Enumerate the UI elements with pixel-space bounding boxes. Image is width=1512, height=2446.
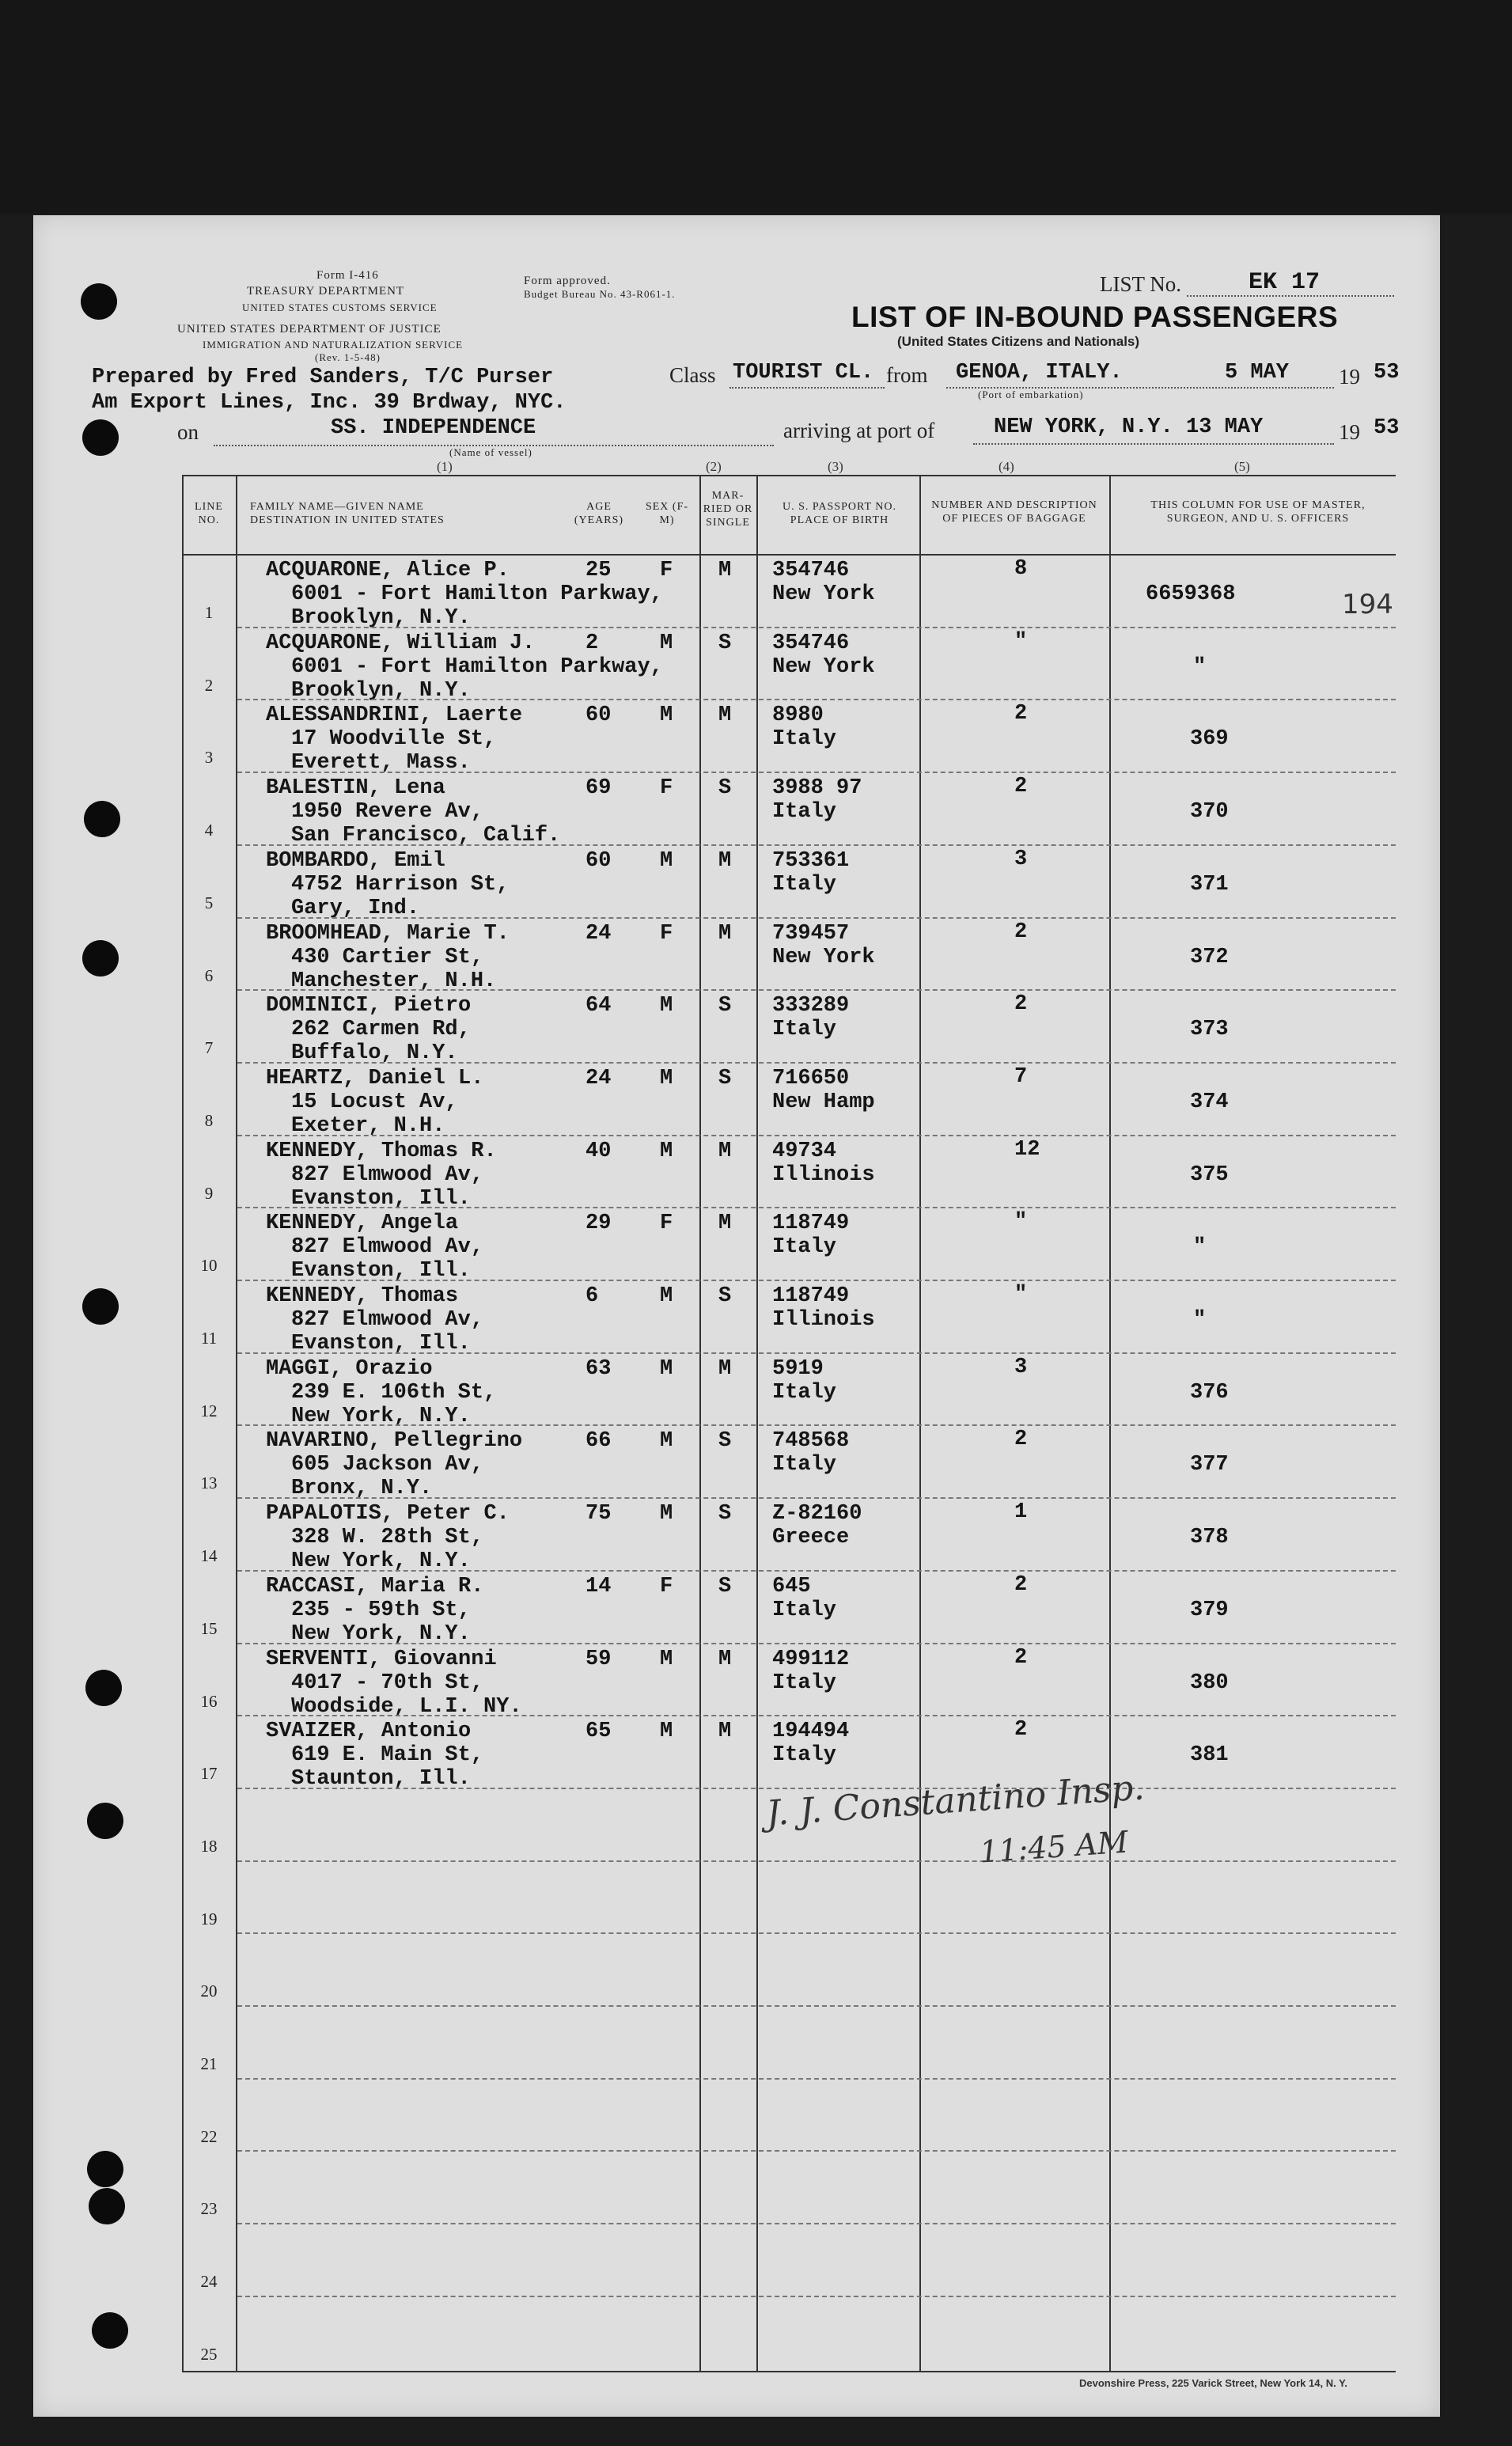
- passenger-marital-status: M: [718, 559, 732, 582]
- officer-number: 369: [1190, 727, 1229, 752]
- baggage-count: 3: [1014, 847, 1028, 871]
- passenger-name: SERVENTI, Giovanni: [266, 1647, 497, 1671]
- passenger-address: 4017 - 70th St,: [291, 1670, 484, 1695]
- passport-number: 3988 97: [772, 776, 862, 801]
- passport-number: 354746: [772, 559, 850, 582]
- binder-hole: [82, 1288, 119, 1325]
- passenger-age: 24: [585, 1066, 612, 1090]
- ins-service: IMMIGRATION AND NATURALIZATION SERVICE: [203, 339, 464, 351]
- passenger-address: 6001 - Fort Hamilton Parkway,: [291, 582, 663, 606]
- header-age: AGE (YEARS): [574, 501, 624, 526]
- stamp-number: 194: [1342, 589, 1393, 620]
- company: Am Export Lines, Inc. 39 Brdway, NYC.: [92, 391, 567, 415]
- place-of-birth: Italy: [772, 1743, 837, 1768]
- passenger-marital-status: M: [718, 848, 732, 873]
- passenger-age: 59: [585, 1647, 612, 1671]
- passenger-name: BOMBARDO, Emil: [266, 848, 445, 873]
- passport-number: 118749: [772, 1212, 850, 1236]
- line-number: 22: [200, 2126, 218, 2146]
- binder-hole: [81, 283, 117, 320]
- header-baggage: NUMBER AND DESCRIPTION OF PIECES OF BAGGAGE: [931, 499, 1097, 525]
- column-number-1: (1): [437, 459, 453, 474]
- passport-number: 739457: [772, 921, 850, 946]
- passenger-name: ACQUARONE, William J.: [266, 631, 536, 655]
- row-divider: [237, 917, 1396, 919]
- row-divider: [237, 1135, 1396, 1136]
- embark-caption: (Port of embarkation): [978, 389, 1084, 400]
- page-title: LIST OF IN-BOUND PASSENGERS: [851, 301, 1339, 333]
- officer-number: ": [1193, 1308, 1207, 1332]
- passenger-name: KENNEDY, Thomas R.: [266, 1139, 497, 1163]
- passenger-marital-status: M: [718, 703, 732, 728]
- baggage-count: 12: [1014, 1137, 1040, 1162]
- column-number-4: (4): [999, 459, 1014, 474]
- passenger-sex: F: [660, 921, 673, 946]
- row-divider: [237, 2078, 1396, 2080]
- passenger-name: RACCASI, Maria R.: [266, 1574, 484, 1598]
- row-divider: [237, 2296, 1396, 2297]
- depart-date: 5 MAY: [1225, 361, 1290, 385]
- header-married: MAR-RIED OR SINGLE: [703, 490, 753, 529]
- place-of-birth: Italy: [772, 800, 837, 825]
- place-of-birth: New York: [772, 654, 875, 679]
- passenger-age: 69: [585, 776, 612, 801]
- officer-number: 379: [1190, 1598, 1229, 1622]
- form-revision: (Rev. 1-5-48): [315, 351, 381, 363]
- passenger-address: 619 E. Main St,: [291, 1743, 484, 1768]
- officer-number: 373: [1190, 1018, 1229, 1042]
- line-number: 12: [200, 1401, 218, 1420]
- row-divider: [237, 1570, 1396, 1572]
- passenger-address: 4752 Harrison St,: [291, 872, 510, 897]
- place-of-birth: Illinois: [772, 1162, 875, 1187]
- vessel-caption: (Name of vessel): [449, 446, 532, 458]
- binder-hole: [87, 2151, 123, 2187]
- passenger-address: 235 - 59th St,: [291, 1598, 471, 1622]
- passenger-age: 63: [585, 1356, 612, 1381]
- passenger-address: 1950 Revere Av,: [291, 800, 484, 825]
- passenger-city: Exeter, N.H.: [291, 1113, 445, 1138]
- row-divider: [237, 1788, 1396, 1789]
- passenger-city: New York, N.Y.: [291, 1549, 471, 1574]
- line-number: 1: [204, 603, 214, 622]
- scan-background: [0, 0, 1512, 214]
- place-of-birth: Italy: [772, 727, 837, 752]
- baggage-count: 2: [1014, 1645, 1028, 1670]
- officer-number: 378: [1190, 1526, 1229, 1550]
- passenger-city: Brooklyn, N.Y.: [291, 606, 471, 630]
- passport-number: 49734: [772, 1139, 837, 1163]
- passenger-address: 827 Elmwood Av,: [291, 1308, 484, 1332]
- passport-number: Z-82160: [772, 1502, 862, 1526]
- passenger-address: 6001 - Fort Hamilton Parkway,: [291, 654, 663, 679]
- passenger-sex: M: [660, 1647, 673, 1671]
- passenger-name: HEARTZ, Daniel L.: [266, 1066, 484, 1090]
- passenger-age: 65: [585, 1720, 612, 1744]
- officer-number: 371: [1190, 872, 1229, 897]
- list-no-label: LIST No.: [1100, 272, 1182, 296]
- passenger-city: New York, N.Y.: [291, 1621, 471, 1646]
- line-number: 14: [200, 1546, 218, 1566]
- baggage-count: 3: [1014, 1355, 1028, 1379]
- row-divider: [237, 1932, 1396, 1934]
- passenger-sex: M: [660, 848, 673, 873]
- place-of-birth: Italy: [772, 1453, 837, 1477]
- passenger-city: Staunton, Ill.: [291, 1767, 471, 1792]
- officer-number: 375: [1190, 1162, 1229, 1187]
- passenger-address: 262 Carmen Rd,: [291, 1018, 471, 1042]
- officer-number: 6659368: [1146, 582, 1236, 606]
- passenger-marital-status: M: [718, 1139, 732, 1163]
- row-divider: [237, 627, 1396, 628]
- arriving-label: arriving at port of: [783, 419, 935, 442]
- passenger-city: Bronx, N.Y.: [291, 1477, 433, 1501]
- line-number: 4: [204, 821, 214, 840]
- binder-hole: [82, 419, 119, 456]
- prepared-by: Prepared by Fred Sanders, T/C Purser: [92, 366, 554, 389]
- passenger-address: 239 E. 106th St,: [291, 1380, 497, 1405]
- baggage-count: 1: [1014, 1500, 1028, 1525]
- from-label: from: [886, 363, 928, 387]
- header-passport: U. S. PASSPORT NO. PLACE OF BIRTH: [783, 501, 896, 526]
- passport-number: 753361: [772, 848, 850, 873]
- header-name: FAMILY NAME—GIVEN NAME DESTINATION IN UNITED STATES: [250, 501, 445, 526]
- passenger-name: KENNEDY, Thomas: [266, 1284, 459, 1308]
- passenger-address: 605 Jackson Av,: [291, 1453, 484, 1477]
- passenger-city: San Francisco, Calif.: [291, 824, 561, 848]
- passenger-age: 2: [585, 631, 599, 655]
- line-number: 5: [204, 893, 214, 912]
- row-divider: [237, 2005, 1396, 2007]
- passenger-name: ALESSANDRINI, Laerte: [266, 703, 523, 728]
- on-label: on: [177, 420, 199, 444]
- column-number-5: (5): [1234, 459, 1250, 474]
- column-number-2: (2): [706, 459, 722, 474]
- row-divider: [237, 844, 1396, 846]
- signature-time: 11:45 AM: [978, 1824, 1130, 1870]
- row-divider: [237, 772, 1396, 773]
- passenger-sex: M: [660, 631, 673, 655]
- place-of-birth: Italy: [772, 1598, 837, 1622]
- binder-hole: [82, 940, 119, 977]
- row-divider: [237, 1352, 1396, 1354]
- passenger-city: Evanston, Ill.: [291, 1332, 471, 1356]
- line-number: 15: [200, 1618, 218, 1638]
- treasury-dept: TREASURY DEPARTMENT: [247, 285, 405, 298]
- row-divider: [237, 1207, 1396, 1208]
- passenger-age: 75: [585, 1502, 612, 1526]
- line-number: 25: [200, 2344, 218, 2364]
- binder-hole: [84, 801, 120, 837]
- passenger-address: 17 Woodville St,: [291, 727, 497, 752]
- passenger-sex: F: [660, 1212, 673, 1236]
- passenger-address: 328 W. 28th St,: [291, 1526, 484, 1550]
- justice-dept: UNITED STATES DEPARTMENT OF JUSTICE: [177, 323, 441, 336]
- passenger-address: 15 Locust Av,: [291, 1090, 458, 1114]
- passenger-address: 827 Elmwood Av,: [291, 1162, 484, 1187]
- passenger-age: 14: [585, 1574, 612, 1598]
- budget-bureau: Budget Bureau No. 43-R061-1.: [524, 288, 676, 300]
- customs-service: UNITED STATES CUSTOMS SERVICE: [242, 301, 438, 313]
- vessel-name: SS. INDEPENDENCE: [331, 416, 536, 440]
- row-divider: [237, 2150, 1396, 2152]
- row-divider: [237, 1280, 1396, 1281]
- place-of-birth: Italy: [772, 872, 837, 897]
- place-of-birth: Italy: [772, 1018, 837, 1042]
- passenger-sex: M: [660, 1720, 673, 1744]
- line-number: 6: [204, 965, 214, 985]
- line-number: 13: [200, 1473, 218, 1493]
- passport-number: 118749: [772, 1284, 850, 1308]
- place-of-birth: Italy: [772, 1670, 837, 1695]
- arrival-year: 53: [1374, 416, 1400, 440]
- passenger-sex: M: [660, 1356, 673, 1381]
- passenger-name: KENNEDY, Angela: [266, 1212, 459, 1236]
- column-number-3: (3): [828, 459, 843, 474]
- passenger-marital-status: M: [718, 1212, 732, 1236]
- passenger-marital-status: S: [718, 994, 732, 1018]
- binder-hole: [85, 1670, 122, 1706]
- line-number: 10: [200, 1256, 218, 1276]
- passenger-marital-status: S: [718, 1574, 732, 1598]
- passenger-city: Buffalo, N.Y.: [291, 1041, 458, 1066]
- passenger-age: 24: [585, 921, 612, 946]
- passenger-city: Woodside, L.I. NY.: [291, 1694, 522, 1719]
- passport-number: 716650: [772, 1066, 850, 1090]
- class-value: TOURIST CL.: [733, 361, 874, 385]
- passenger-sex: M: [660, 994, 673, 1018]
- place-of-birth: Italy: [772, 1235, 837, 1260]
- binder-hole: [92, 2312, 128, 2349]
- passenger-city: Manchester, N.H.: [291, 969, 497, 993]
- passenger-address: 430 Cartier St,: [291, 945, 484, 969]
- baggage-count: 7: [1014, 1064, 1028, 1089]
- class-label: Class: [669, 363, 716, 387]
- from-value: GENOA, ITALY.: [956, 361, 1123, 385]
- passenger-marital-status: S: [718, 1429, 732, 1454]
- line-number: 20: [200, 1981, 218, 2001]
- passenger-name: DOMINICI, Pietro: [266, 994, 472, 1018]
- line-number: 18: [200, 1836, 218, 1856]
- passenger-name: ACQUARONE, Alice P.: [266, 559, 510, 582]
- passenger-age: 25: [585, 559, 612, 582]
- passenger-marital-status: S: [718, 1066, 732, 1090]
- depart-year: 53: [1374, 361, 1400, 385]
- passenger-name: BROOMHEAD, Marie T.: [266, 921, 510, 946]
- document-page: [33, 215, 1440, 2417]
- passenger-marital-status: S: [718, 1502, 732, 1526]
- binder-hole: [89, 2188, 125, 2224]
- line-number: 3: [204, 748, 214, 768]
- place-of-birth: Illinois: [772, 1308, 875, 1332]
- place-of-birth: Greece: [772, 1526, 850, 1550]
- passenger-sex: F: [660, 776, 673, 801]
- passenger-age: 40: [585, 1139, 612, 1163]
- passenger-name: PAPALOTIS, Peter C.: [266, 1502, 510, 1526]
- place-of-birth: Italy: [772, 1380, 837, 1405]
- baggage-count: 2: [1014, 1718, 1028, 1743]
- list-no-value: EK 17: [1249, 269, 1321, 296]
- passport-number: 194494: [772, 1720, 850, 1744]
- passenger-marital-status: S: [718, 776, 732, 801]
- depart-year-prefix: 19: [1339, 365, 1360, 389]
- form-approved: Form approved.: [524, 275, 611, 287]
- passport-number: 5919: [772, 1356, 824, 1381]
- passenger-sex: M: [660, 703, 673, 728]
- baggage-count: ": [1014, 1283, 1028, 1306]
- place-of-birth: New York: [772, 945, 875, 969]
- passenger-age: 60: [585, 703, 612, 728]
- header-officer: THIS COLUMN FOR USE OF MASTER, SURGEON, AND U. S. OFFICERS: [1150, 499, 1366, 525]
- header-line-no: LINE NO.: [195, 501, 223, 526]
- line-number: 19: [200, 1909, 218, 1928]
- officer-number: 374: [1190, 1090, 1229, 1114]
- passenger-marital-status: M: [718, 1720, 732, 1744]
- passenger-sex: M: [660, 1139, 673, 1163]
- row-divider: [237, 989, 1396, 991]
- passenger-city: Evanston, Ill.: [291, 1186, 471, 1211]
- baggage-count: 2: [1014, 1428, 1028, 1452]
- passenger-name: NAVARINO, Pellegrino: [266, 1429, 523, 1454]
- passenger-city: Gary, Ind.: [291, 896, 420, 920]
- officer-number: 381: [1190, 1743, 1229, 1768]
- row-divider: [237, 1062, 1396, 1064]
- line-number: 24: [200, 2272, 218, 2292]
- baggage-count: 2: [1014, 702, 1028, 726]
- passenger-age: 60: [585, 848, 612, 873]
- passport-number: 748568: [772, 1429, 850, 1454]
- passenger-sex: F: [660, 1574, 673, 1598]
- passport-number: 354746: [772, 631, 850, 655]
- line-number: 21: [200, 2054, 218, 2073]
- line-number: 16: [200, 1691, 218, 1711]
- row-divider: [237, 1643, 1396, 1644]
- officer-number: 376: [1190, 1380, 1229, 1405]
- row-divider: [237, 1424, 1396, 1426]
- row-divider: [237, 1860, 1396, 1862]
- baggage-count: 2: [1014, 920, 1028, 944]
- officer-number: 372: [1190, 945, 1229, 969]
- baggage-count: 2: [1014, 1572, 1028, 1597]
- passenger-age: 64: [585, 994, 612, 1018]
- passport-number: 499112: [772, 1647, 850, 1671]
- passenger-marital-status: S: [718, 631, 732, 655]
- line-number: 8: [204, 1110, 214, 1130]
- line-number: 9: [204, 1183, 214, 1203]
- row-divider: [237, 1497, 1396, 1499]
- passport-number: 8980: [772, 703, 824, 728]
- passenger-sex: M: [660, 1284, 673, 1308]
- passenger-sex: M: [660, 1066, 673, 1090]
- passenger-name: BALESTIN, Lena: [266, 776, 445, 801]
- form-number: Form I-416: [316, 269, 379, 282]
- line-number: 17: [200, 1764, 218, 1784]
- officer-number: 380: [1190, 1670, 1229, 1695]
- officer-number: 370: [1190, 800, 1229, 825]
- baggage-count: ": [1014, 1210, 1028, 1234]
- row-divider: [237, 699, 1396, 700]
- arrival-year-prefix: 19: [1339, 420, 1360, 444]
- header-sex: SEX (F-M): [645, 501, 689, 526]
- passenger-name: SVAIZER, Antonio: [266, 1720, 472, 1744]
- passenger-name: MAGGI, Orazio: [266, 1356, 433, 1381]
- place-of-birth: New Hamp: [772, 1090, 875, 1114]
- passenger-city: Everett, Mass.: [291, 751, 471, 776]
- passenger-city: Evanston, Ill.: [291, 1259, 471, 1284]
- passenger-age: 29: [585, 1212, 612, 1236]
- passenger-sex: F: [660, 559, 673, 582]
- passenger-city: New York, N.Y.: [291, 1404, 471, 1428]
- passenger-sex: M: [660, 1502, 673, 1526]
- place-of-birth: New York: [772, 582, 875, 606]
- baggage-count: 2: [1014, 775, 1028, 799]
- passenger-age: 6: [585, 1284, 599, 1308]
- baggage-count: 2: [1014, 992, 1028, 1017]
- passport-number: 333289: [772, 994, 850, 1018]
- line-number: 7: [204, 1038, 214, 1058]
- baggage-count: ": [1014, 629, 1028, 654]
- passport-number: 645: [772, 1574, 811, 1598]
- passenger-marital-status: S: [718, 1284, 732, 1308]
- passenger-marital-status: M: [718, 1356, 732, 1381]
- passenger-marital-status: M: [718, 921, 732, 946]
- row-divider: [237, 1715, 1396, 1716]
- baggage-count: 8: [1014, 557, 1028, 581]
- passenger-sex: M: [660, 1429, 673, 1454]
- passenger-city: Brooklyn, N.Y.: [291, 678, 471, 703]
- officer-number: ": [1193, 1235, 1207, 1260]
- line-number: 23: [200, 2199, 218, 2219]
- binder-hole: [87, 1803, 123, 1839]
- row-divider: [237, 2223, 1396, 2224]
- passenger-address: 827 Elmwood Av,: [291, 1235, 484, 1260]
- officer-number: 377: [1190, 1453, 1229, 1477]
- officer-number: ": [1193, 654, 1207, 679]
- passenger-marital-status: M: [718, 1647, 732, 1671]
- line-number: 11: [200, 1329, 218, 1348]
- inspector-signature: J. J. Constantino Insp.: [764, 1767, 1146, 1834]
- page-subtitle: (United States Citizens and Nationals): [897, 334, 1140, 349]
- footer-printer: Devonshire Press, 225 Varick Street, New York 14, N. Y.: [1079, 2377, 1347, 2389]
- line-number: 2: [204, 675, 214, 695]
- passenger-age: 66: [585, 1429, 612, 1454]
- arrival-port: NEW YORK, N.Y. 13 MAY: [994, 415, 1264, 439]
